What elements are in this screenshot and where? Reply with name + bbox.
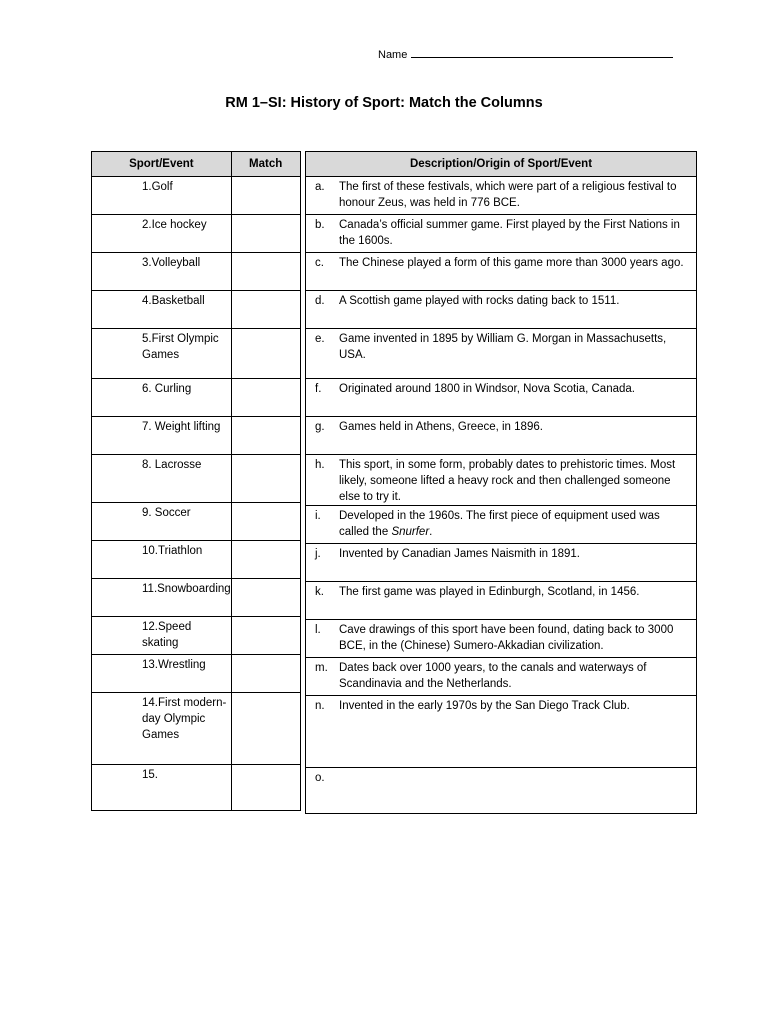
match-answer-cell[interactable] xyxy=(231,693,300,765)
sport-cell xyxy=(92,215,232,253)
table-row xyxy=(306,696,697,768)
description-cell xyxy=(306,291,697,329)
description-letter: f. xyxy=(315,383,322,395)
table-row xyxy=(92,417,301,455)
table-row xyxy=(92,379,301,417)
match-answer-cell[interactable] xyxy=(231,579,300,617)
name-blank-line[interactable] xyxy=(411,47,673,58)
match-answer-cell[interactable] xyxy=(231,503,300,541)
description-cell xyxy=(306,417,697,455)
match-answer-cell[interactable] xyxy=(231,215,300,253)
description-letter: l. xyxy=(315,624,321,636)
table-row xyxy=(306,544,697,582)
description-letter: j. xyxy=(315,548,321,560)
match-answer-cell[interactable] xyxy=(231,253,300,291)
description-letter: e. xyxy=(315,333,325,345)
table-row xyxy=(306,582,697,620)
match-answer-cell[interactable] xyxy=(231,541,300,579)
sport-label: 6. Curling xyxy=(142,383,192,395)
table-row xyxy=(306,215,697,253)
table-row xyxy=(306,253,697,291)
description-cell xyxy=(306,455,697,506)
table-row xyxy=(306,620,697,658)
table-row xyxy=(306,291,697,329)
table-row xyxy=(306,329,697,379)
description-letter: m. xyxy=(315,662,328,674)
name-field xyxy=(378,47,673,61)
description-text: Invented by Canadian James Naismith in 1891. xyxy=(339,548,581,560)
description-cell xyxy=(306,379,697,417)
sport-label: 11.Snowboarding xyxy=(142,583,231,595)
sport-label: 10.Triathlon xyxy=(142,545,203,557)
description-letter: h. xyxy=(315,459,325,471)
table-row xyxy=(92,215,301,253)
match-answer-cell[interactable] xyxy=(231,177,300,215)
description-cell xyxy=(306,768,697,814)
description-text: Games held in Athens, Greece, in 1896. xyxy=(339,421,543,433)
description-cell xyxy=(306,253,697,291)
sport-label: 8. Lacrosse xyxy=(142,459,202,471)
sport-cell xyxy=(92,655,232,693)
description-table xyxy=(305,151,697,814)
page-title: RM 1–SI: History of Sport: Match the Columns xyxy=(225,95,543,111)
table-row xyxy=(92,253,301,291)
description-cell xyxy=(306,544,697,582)
match-answer-cell[interactable] xyxy=(231,655,300,693)
description-letter: g. xyxy=(315,421,325,433)
table-row xyxy=(306,177,697,215)
description-letter: o. xyxy=(315,772,325,784)
table-row xyxy=(92,541,301,579)
description-text: Invented in the early 1970s by the San Diego Track Club. xyxy=(339,700,630,712)
description-letter: n. xyxy=(315,700,325,712)
description-text xyxy=(339,770,692,786)
description-cell xyxy=(306,177,697,215)
sport-cell xyxy=(92,379,232,417)
description-cell xyxy=(306,620,697,658)
sport-cell xyxy=(92,579,232,617)
sport-cell xyxy=(92,291,232,329)
table-row xyxy=(92,455,301,503)
sport-cell xyxy=(92,177,232,215)
sport-label: 3.Volleyball xyxy=(142,257,201,269)
description-letter: k. xyxy=(315,586,324,598)
description-letter: d. xyxy=(315,295,325,307)
description-column-header: Description/Origin of Sport/Event xyxy=(306,152,697,177)
table-row xyxy=(306,658,697,696)
match-answer-cell[interactable] xyxy=(231,417,300,455)
sport-label: 12.Speed skating xyxy=(142,621,192,649)
table-row xyxy=(306,417,697,455)
description-cell xyxy=(306,658,697,696)
sport-label: 2.Ice hockey xyxy=(142,219,207,231)
match-answer-cell[interactable] xyxy=(231,291,300,329)
table-row xyxy=(92,693,301,765)
match-answer-cell[interactable] xyxy=(231,379,300,417)
sport-label: 9. Soccer xyxy=(142,507,191,519)
description-cell xyxy=(306,329,697,379)
description-text: Canada’s official summer game. First played by the First Nations in the 1600s. xyxy=(339,219,680,247)
description-text: Game invented in 1895 by William G. Morgan in Massachusetts, USA. xyxy=(339,333,667,361)
sport-column-header: Sport/Event xyxy=(92,152,232,177)
description-cell xyxy=(306,215,697,253)
description-cell xyxy=(306,696,697,768)
table-row xyxy=(92,579,301,617)
sport-cell xyxy=(92,693,232,765)
description-letter: i. xyxy=(315,510,321,522)
match-answer-cell[interactable] xyxy=(231,765,300,811)
description-text: The first of these festivals, which were part of a religious festival to honour Zeus, was held in 776 BCE. xyxy=(339,181,677,209)
name-label: Name xyxy=(378,49,408,61)
description-text: Originated around 1800 in Windsor, Nova Scotia, Canada. xyxy=(339,383,635,395)
description-cell xyxy=(306,506,697,544)
sport-label: 13.Wrestling xyxy=(142,659,206,671)
sport-label: 14.First modern-day Olympic Games xyxy=(142,697,227,741)
description-text: A Scottish game played with rocks dating back to 1511. xyxy=(339,295,620,307)
table-row xyxy=(92,177,301,215)
sport-cell xyxy=(92,541,232,579)
description-letter: b. xyxy=(315,219,325,231)
table-row xyxy=(306,768,697,814)
sport-cell xyxy=(92,617,232,655)
sport-event-table xyxy=(91,151,301,811)
sport-label: 4.Basketball xyxy=(142,295,205,307)
description-text: The first game was played in Edinburgh, Scotland, in 1456. xyxy=(339,586,640,598)
sport-label: 15. xyxy=(142,769,158,781)
sport-cell xyxy=(92,765,232,811)
sport-label: 7. Weight lifting xyxy=(142,421,221,433)
sport-label: 1.Golf xyxy=(142,181,173,193)
description-letter: c. xyxy=(315,257,324,269)
description-text: This sport, in some form, probably dates to prehistoric times. Most likely, someone lifted a heavy rock and then challenged someone else to try it. xyxy=(339,459,676,503)
emphasized-term: Snurfer xyxy=(391,526,430,538)
table-row xyxy=(306,455,697,506)
sport-cell xyxy=(92,455,232,503)
description-text: Developed in the 1960s. The first piece of equipment used was called the Snurfer. xyxy=(339,510,660,538)
description-text: Cave drawings of this sport have been found, dating back to 3000 BCE, in the (Chinese) Sumero-Akkadian civilization. xyxy=(339,624,674,652)
sport-label: 5.First Olympic Games xyxy=(142,333,219,361)
table-row xyxy=(92,655,301,693)
description-cell xyxy=(306,582,697,620)
description-letter: a. xyxy=(315,181,325,193)
table-row xyxy=(92,617,301,655)
description-text: Dates back over 1000 years, to the canals and waterways of Scandinavia and the Netherlands. xyxy=(339,662,647,690)
match-answer-cell[interactable] xyxy=(231,329,300,379)
sport-cell xyxy=(92,417,232,455)
table-row xyxy=(92,503,301,541)
table-row xyxy=(92,291,301,329)
table-row xyxy=(306,379,697,417)
sport-cell xyxy=(92,503,232,541)
table-row xyxy=(92,329,301,379)
match-column-header: Match xyxy=(231,152,300,177)
sport-cell xyxy=(92,329,232,379)
table-row xyxy=(306,506,697,544)
match-answer-cell[interactable] xyxy=(231,455,300,503)
description-text: The Chinese played a form of this game more than 3000 years ago. xyxy=(339,257,684,269)
match-answer-cell[interactable] xyxy=(231,617,300,655)
sport-cell xyxy=(92,253,232,291)
table-row xyxy=(92,765,301,811)
